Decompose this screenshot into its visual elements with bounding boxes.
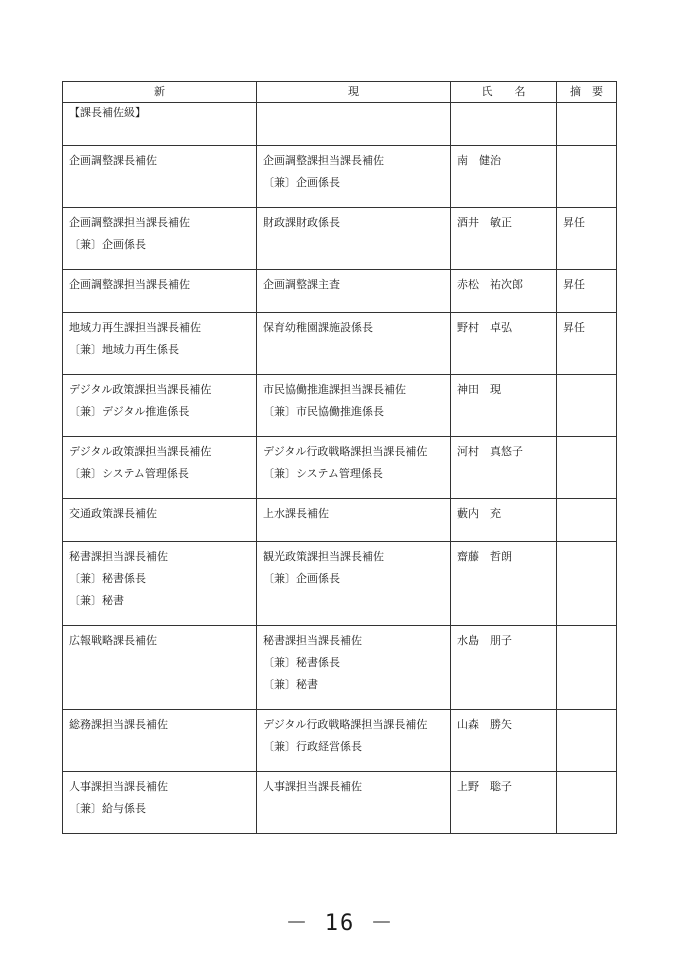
table-row <box>63 375 617 437</box>
note-cell <box>557 499 617 542</box>
new-position-cell-line: 〔兼〕秘書 <box>69 594 124 607</box>
table-row <box>63 313 617 375</box>
new-position-cell-line: 〔兼〕秘書係長 <box>69 572 146 585</box>
new-position-cell-line: 地域力再生課担当課長補佐 <box>69 321 201 334</box>
new-position-cell <box>63 542 257 626</box>
table-row <box>63 542 617 626</box>
name-cell: 赤松 祐次郎 <box>451 270 557 313</box>
table-row <box>63 437 617 499</box>
name-cell: 藪内 充 <box>451 499 557 542</box>
current-position-cell <box>257 208 451 270</box>
current-position-cell-line: 保育幼稚園課施設係長 <box>263 321 373 334</box>
note-cell: 昇任 <box>557 313 617 375</box>
current-position-cell-line: 〔兼〕行政経営係長 <box>263 740 362 753</box>
new-position-cell <box>63 146 257 208</box>
name-cell: 山森 勝矢 <box>451 710 557 772</box>
name-cell: 神田 現 <box>451 375 557 437</box>
new-position-cell <box>63 208 257 270</box>
current-position-cell <box>257 146 451 208</box>
current-position-cell-line: 市民協働推進課担当課長補佐 <box>263 383 406 396</box>
current-position-cell-line: 〔兼〕企画係長 <box>263 176 340 189</box>
current-position-cell-line: 〔兼〕秘書係長 <box>263 656 340 669</box>
new-position-cell-line: 広報戦略課長補佐 <box>69 634 157 647</box>
header-note: 摘 要 <box>557 82 617 103</box>
name-cell: 齋藤 哲朗 <box>451 542 557 626</box>
note-cell <box>557 710 617 772</box>
current-position-cell <box>257 772 451 834</box>
name-cell: 上野 聡子 <box>451 772 557 834</box>
page-number: － 16 － <box>285 911 395 936</box>
current-position-cell-line: 〔兼〕システム管理係長 <box>263 467 383 480</box>
current-position-cell-line: 〔兼〕秘書 <box>263 678 318 691</box>
new-position-cell-line: 〔兼〕地域力再生係長 <box>69 343 179 356</box>
new-position-cell <box>63 313 257 375</box>
note-cell <box>557 626 617 710</box>
header-name: 氏 名 <box>451 82 557 103</box>
current-position-cell <box>257 375 451 437</box>
note-cell <box>557 375 617 437</box>
table-row <box>63 772 617 834</box>
new-position-cell-line: デジタル政策課担当課長補佐 <box>69 445 212 458</box>
personnel-table <box>62 81 617 834</box>
current-position-cell-line: デジタル行政戦略課担当課長補佐 <box>263 718 428 731</box>
note-cell <box>557 437 617 499</box>
new-position-cell-line: 総務課担当課長補佐 <box>69 718 168 731</box>
new-position-cell-line: 〔兼〕給与係長 <box>69 802 146 815</box>
note-cell: 昇任 <box>557 270 617 313</box>
current-position-cell-line: 上水課長補佐 <box>263 507 329 520</box>
new-position-cell-line: 人事課担当課長補佐 <box>69 780 168 793</box>
table-row <box>63 710 617 772</box>
header-new: 新 <box>63 82 257 103</box>
current-position-cell-line: 人事課担当課長補佐 <box>263 780 362 793</box>
table-row <box>63 626 617 710</box>
new-position-cell <box>63 772 257 834</box>
header-row <box>63 82 617 103</box>
new-position-cell-line: 秘書課担当課長補佐 <box>69 550 168 563</box>
section-label: 【課長補佐級】 <box>63 103 257 146</box>
new-position-cell <box>63 270 257 313</box>
new-position-cell-line: デジタル政策課担当課長補佐 <box>69 383 212 396</box>
current-position-cell <box>257 542 451 626</box>
current-position-cell <box>257 710 451 772</box>
new-position-cell-line: 〔兼〕システム管理係長 <box>69 467 189 480</box>
new-position-cell <box>63 626 257 710</box>
new-position-cell <box>63 437 257 499</box>
current-position-cell-line: 〔兼〕市民協働推進係長 <box>263 405 384 418</box>
name-cell: 野村 卓弘 <box>451 313 557 375</box>
new-position-cell-line: 企画調整課担当課長補佐 <box>69 216 190 229</box>
new-position-cell <box>63 710 257 772</box>
current-position-cell <box>257 270 451 313</box>
current-position-cell <box>257 437 451 499</box>
name-cell: 南 健治 <box>451 146 557 208</box>
new-position-cell-line: 〔兼〕企画係長 <box>69 238 146 251</box>
current-position-cell-line: 〔兼〕企画係長 <box>263 572 340 585</box>
table-row <box>63 499 617 542</box>
current-position-cell-line: 財政課財政係長 <box>263 216 340 229</box>
table-row <box>63 146 617 208</box>
note-cell <box>557 772 617 834</box>
new-position-cell-line: 企画調整課長補佐 <box>69 154 157 167</box>
header-current: 現 <box>257 82 451 103</box>
current-position-cell <box>257 626 451 710</box>
new-position-cell-line: 〔兼〕デジタル推進係長 <box>69 405 190 418</box>
name-cell: 酒井 敏正 <box>451 208 557 270</box>
current-position-cell-line: 秘書課担当課長補佐 <box>263 634 362 647</box>
current-position-cell-line: 企画調整課担当課長補佐 <box>263 154 384 167</box>
new-position-cell <box>63 499 257 542</box>
current-position-cell-line: デジタル行政戦略課担当課長補佐 <box>263 445 428 458</box>
new-position-cell-line: 交通政策課長補佐 <box>69 507 157 520</box>
current-position-cell-line: 観光政策課担当課長補佐 <box>263 550 384 563</box>
note-cell <box>557 542 617 626</box>
name-cell: 河村 真悠子 <box>451 437 557 499</box>
new-position-cell <box>63 375 257 437</box>
section-row <box>63 103 617 146</box>
current-position-cell <box>257 499 451 542</box>
current-position-cell-line: 企画調整課主査 <box>263 278 340 291</box>
name-cell: 水島 朋子 <box>451 626 557 710</box>
table-row <box>63 208 617 270</box>
new-position-cell-line: 企画調整課担当課長補佐 <box>69 278 190 291</box>
note-cell: 昇任 <box>557 208 617 270</box>
note-cell <box>557 146 617 208</box>
current-position-cell <box>257 313 451 375</box>
table-row <box>63 270 617 313</box>
